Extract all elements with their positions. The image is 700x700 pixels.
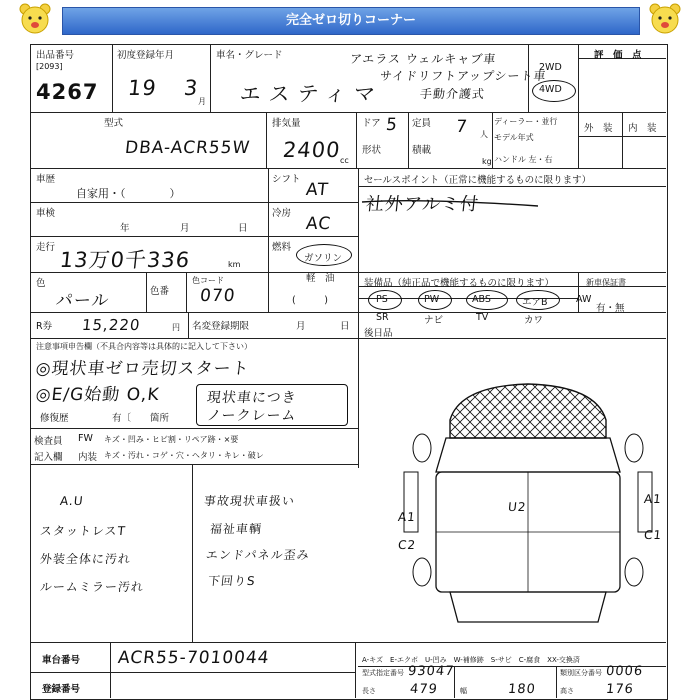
remark-7: エンドパネル歪み bbox=[205, 548, 311, 562]
remark-4: ルームミラー汚れ bbox=[39, 580, 145, 594]
grade-line2: サイドリフトアップシート車 bbox=[379, 69, 548, 83]
chassis-value: ACR55-7010044 bbox=[116, 648, 271, 668]
colorcode-label: 色コード bbox=[192, 276, 224, 285]
name-change-label: 名変登録期限 bbox=[192, 321, 250, 332]
bear-mascot-icon bbox=[648, 2, 682, 36]
color-code-label: 色番 bbox=[150, 286, 170, 297]
remark-8: 下回りS bbox=[207, 574, 257, 588]
tax-value: 15,220 bbox=[81, 316, 142, 334]
name-change-month: 月 bbox=[296, 321, 306, 332]
inspector-fw: FW bbox=[78, 433, 93, 444]
doors-label: ドア bbox=[362, 118, 381, 129]
length-value: 479 bbox=[409, 682, 439, 697]
registration-month: 3 bbox=[182, 76, 200, 100]
equip-pw-circle bbox=[418, 290, 452, 310]
inspector-interior: 内装 bbox=[78, 452, 98, 463]
remark-3: 外装全体に汚れ bbox=[39, 552, 132, 566]
inspection-year: 年 bbox=[120, 223, 130, 234]
diagram-mark-a1-left: A1 bbox=[397, 510, 417, 524]
equip-abs-circle bbox=[466, 290, 508, 310]
inspection-label: 車検 bbox=[36, 208, 56, 219]
type-label: 型式 bbox=[104, 118, 124, 129]
remark-2: スタットレスT bbox=[39, 524, 127, 538]
color-value: パール bbox=[54, 291, 111, 311]
bear-mascot-icon bbox=[18, 2, 52, 36]
color-label: 色 bbox=[36, 278, 46, 289]
rear-seat-label: 後日品 bbox=[364, 328, 393, 339]
equip-airbag: エアB bbox=[522, 297, 548, 308]
inspection-month: 月 bbox=[180, 223, 190, 234]
equip-aw: AW bbox=[576, 294, 592, 305]
usage-value: 自家用・（ ） bbox=[76, 187, 181, 200]
equip-pw: PW bbox=[424, 294, 440, 305]
type-value: DBA-ACR55W bbox=[123, 138, 252, 158]
diagram-mark-u2: U2 bbox=[507, 500, 528, 514]
registration-month-unit: 月 bbox=[198, 97, 206, 106]
fuel-diesel: 軽 油 bbox=[306, 273, 335, 284]
capacity-label: 定員 bbox=[412, 118, 432, 129]
shift-label: シフト bbox=[272, 174, 301, 185]
equip-abs: ABS bbox=[472, 294, 491, 305]
model-year-label: モデル年式 bbox=[494, 133, 534, 142]
tax-label: R券 bbox=[36, 321, 53, 332]
equip-navi: ナビ bbox=[424, 315, 444, 326]
notes-label: 注意事項申告欄（不具合内容等は具体的に記入して下さい） bbox=[36, 342, 252, 351]
registry-label: 登録番号 bbox=[42, 684, 81, 695]
name-change-day: 日 bbox=[340, 321, 350, 332]
capacity-value: 7 bbox=[454, 117, 469, 137]
width-label: 幅 bbox=[460, 687, 467, 695]
sales-point-label: セールスポイント（正常に機能するものに限ります） bbox=[364, 175, 592, 186]
notes-line1: ◎現状車ゼロ売切スタート bbox=[34, 359, 251, 379]
capacity-unit: 人 bbox=[480, 130, 488, 139]
dealer-label: ディーラー・並行 bbox=[494, 117, 558, 126]
inspector-fw-items: キズ・凹み・ヒビ割・リペア跡・×要 bbox=[104, 435, 239, 444]
doors-value: 5 bbox=[384, 115, 399, 135]
displacement-value: 2400 bbox=[281, 138, 342, 162]
spec-label2: 類別区分番号 bbox=[560, 669, 602, 677]
equip-leather: カワ bbox=[524, 315, 544, 326]
color-code-value: 070 bbox=[198, 286, 237, 306]
remark-5: 事故現状車扱い bbox=[203, 494, 296, 508]
model-name: エスティマ bbox=[238, 82, 385, 106]
fuel-label: 燃料 bbox=[272, 242, 292, 253]
grade-line3: 手動介護式 bbox=[419, 87, 486, 101]
chassis-label: 車台番号 bbox=[42, 655, 81, 666]
displacement-unit: cc bbox=[340, 156, 349, 165]
handle-label: ハンドル 左・右 bbox=[494, 155, 553, 164]
mileage-label: 走行 bbox=[36, 242, 56, 253]
equip-ps: PS bbox=[376, 294, 388, 305]
notes-line2: ◎E/G始動 O,K bbox=[34, 385, 161, 405]
width-value: 180 bbox=[507, 682, 537, 697]
load-unit: kg bbox=[482, 157, 492, 166]
equipment-label: 装備品（純正品で機能するものに限ります） bbox=[364, 278, 555, 289]
height-label: 高さ bbox=[560, 687, 574, 695]
header-banner bbox=[0, 0, 700, 42]
grade-line1: アエラス ウェルキャブ車 bbox=[349, 52, 498, 66]
inspector-label2: 記入欄 bbox=[34, 452, 63, 463]
ac-label: 冷房 bbox=[272, 208, 292, 219]
inspection-day: 日 bbox=[238, 223, 248, 234]
repair-value: 有〔 箇所 bbox=[112, 413, 170, 424]
banner-title: 完全ゼロ切りコーナー bbox=[62, 7, 640, 35]
equip-tv: TV bbox=[476, 312, 489, 323]
registration-year: 19 bbox=[126, 76, 158, 100]
spec-value2: 0006 bbox=[605, 664, 644, 679]
new-manual-label: 新車保証書 bbox=[586, 278, 626, 287]
no-claim-stamp bbox=[196, 384, 348, 426]
diagram-mark-c1: C1 bbox=[643, 528, 663, 542]
strike-line bbox=[360, 196, 540, 208]
equip-airbag-circle bbox=[516, 290, 560, 310]
score-exterior: 外 装 bbox=[584, 123, 613, 134]
inspector-interior-items: キズ・汚れ・コゲ・穴・ヘタリ・キレ・破レ bbox=[104, 451, 264, 460]
drive-2wd: 2WD bbox=[539, 62, 562, 73]
repair-label: 修復歴 bbox=[40, 413, 69, 424]
new-manual-value: 有・無 bbox=[596, 303, 625, 314]
damage-legend: A-キズ E-エクボ U-凹み W-補修跡 S-サビ C-腐食 XX-交換済 bbox=[362, 656, 580, 664]
mileage-unit: km bbox=[228, 260, 241, 269]
length-label: 長さ bbox=[362, 687, 376, 695]
shape-label: 形状 bbox=[362, 145, 382, 156]
ac-value: AC bbox=[304, 214, 333, 234]
lot-sub: [2093] bbox=[36, 62, 63, 71]
score-label: 評 価 点 bbox=[594, 50, 642, 61]
mileage-value: 13万0千336 bbox=[58, 248, 192, 272]
remark-1: A.U bbox=[59, 494, 85, 508]
fuel-gasoline: ガソリン bbox=[304, 253, 343, 264]
stamp-line2: ノークレーム bbox=[206, 408, 298, 424]
score-interior: 内 装 bbox=[628, 123, 657, 134]
lot-number: 4267 bbox=[36, 80, 99, 104]
fuel-paren: ( ) bbox=[292, 295, 328, 306]
equip-sr: SR bbox=[376, 312, 389, 323]
model-label: 車名・グレード bbox=[216, 50, 283, 61]
inspector-label1: 検査員 bbox=[34, 436, 63, 447]
vehicle-damage-diagram bbox=[390, 372, 666, 640]
height-value: 176 bbox=[605, 682, 635, 697]
lot-label: 出品番号 bbox=[36, 50, 75, 61]
diagram-mark-c2: C2 bbox=[397, 538, 417, 552]
tax-unit: 円 bbox=[172, 323, 180, 332]
stamp-line1: 現状車につき bbox=[206, 390, 298, 406]
spec-value1: 93047 bbox=[407, 664, 456, 679]
diagram-mark-a1-right: A1 bbox=[643, 492, 663, 506]
shift-value: AT bbox=[304, 180, 330, 200]
load-label: 積載 bbox=[412, 145, 432, 156]
sales-point-value: 社外アルミ付 bbox=[364, 194, 481, 215]
registration-label: 初度登録年月 bbox=[117, 50, 175, 61]
displacement-label: 排気量 bbox=[272, 118, 301, 129]
spec-label1: 型式指定番号 bbox=[362, 669, 404, 677]
usage-label: 車歴 bbox=[36, 174, 56, 185]
equip-ps-circle bbox=[368, 290, 402, 310]
drive-4wd: 4WD bbox=[539, 84, 562, 95]
remark-6: 福祉車輌 bbox=[209, 522, 263, 536]
